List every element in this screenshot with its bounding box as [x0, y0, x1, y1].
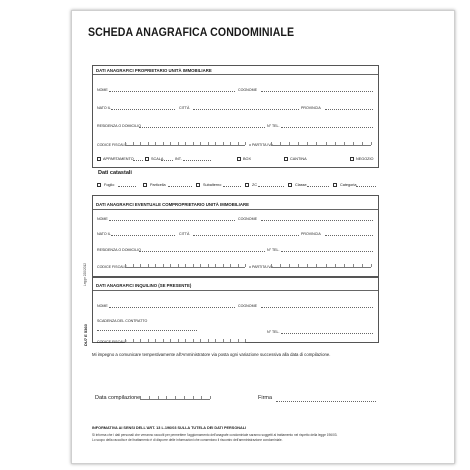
cadastral-subalterno-field[interactable] — [223, 186, 241, 187]
comb-tick — [210, 396, 211, 399]
tenant-cognome-label: COGNOME — [238, 304, 257, 308]
co-owner-section — [92, 195, 379, 277]
tenant-cognome-field[interactable] — [261, 307, 373, 308]
tenant-cf-label: CODICE FISCALE — [97, 340, 127, 344]
cadastral-subalterno-checkbox[interactable] — [196, 183, 200, 187]
comb-tick — [170, 339, 171, 342]
comb-tick — [298, 264, 299, 267]
owner-cognome-label: COGNOME — [238, 88, 257, 92]
comb-tick — [271, 142, 272, 145]
owner-tel-field[interactable] — [281, 127, 373, 128]
co-owner-nato-label: NATO IL — [97, 232, 111, 236]
unit-type-negozio-label: NEGOZIO — [356, 157, 374, 161]
tenant-nome-field[interactable] — [109, 307, 235, 308]
cadastral-foglio-checkbox[interactable] — [97, 183, 101, 187]
comb-tick — [245, 142, 246, 145]
comb-tick — [163, 142, 164, 145]
comb-tick — [215, 339, 216, 342]
co-owner-piva-field[interactable] — [271, 263, 371, 268]
comb-tick — [362, 142, 363, 145]
owner-nato-field[interactable] — [111, 109, 175, 110]
co-owner-header-rule — [93, 209, 378, 210]
comb-tick — [371, 264, 372, 267]
comb-tick — [335, 142, 336, 145]
brand-code: DU7 E 5360 — [83, 324, 88, 346]
comb-tick — [133, 339, 134, 342]
comb-tick — [289, 142, 290, 145]
comb-tick — [184, 396, 185, 399]
comb-tick — [307, 142, 308, 145]
comb-tick — [148, 142, 149, 145]
comb-tick — [163, 264, 164, 267]
cadastral-categoria-label: Categoria — [340, 183, 357, 187]
unit-type-box-label: BOX — [243, 157, 252, 161]
comb-tick — [335, 264, 336, 267]
comb-tick — [223, 339, 224, 342]
comb-tick — [326, 142, 327, 145]
unit-appartamento-field[interactable] — [133, 160, 143, 161]
comb-tick — [193, 339, 194, 342]
owner-section-header: DATI ANAGRAFICI PROPRIETARIO UNITÀ IMMOBILIARE — [96, 68, 212, 73]
owner-cognome-field[interactable] — [261, 91, 373, 92]
cadastral-particella-label: Particella — [150, 183, 166, 187]
unit-type-scala-checkbox[interactable] — [145, 157, 149, 161]
comb-tick — [133, 264, 134, 267]
owner-nato-label: NATO IL — [97, 106, 111, 110]
comb-tick — [185, 142, 186, 145]
comb-tick — [193, 264, 194, 267]
cadastral-classe-field[interactable] — [307, 186, 329, 187]
cadastral-zc-label: ZC — [252, 183, 258, 187]
comb-tick — [155, 142, 156, 145]
comb-tick — [200, 339, 201, 342]
comb-tick — [230, 264, 231, 267]
comb-tick — [133, 142, 134, 145]
owner-citta-field[interactable] — [193, 109, 299, 110]
co-owner-residenza-label: RESIDENZA O DOMICILIO — [97, 248, 141, 252]
comb-tick — [125, 264, 126, 267]
comb-tick — [238, 339, 239, 342]
comb-tick — [178, 264, 179, 267]
comb-tick — [289, 264, 290, 267]
comb-tick — [298, 142, 299, 145]
comb-tick — [140, 396, 141, 399]
comb-tick — [353, 142, 354, 145]
co-owner-provincia-label: PROVINCIA — [301, 232, 321, 236]
comb-tick — [170, 142, 171, 145]
co-owner-nome-label: NOME — [97, 217, 108, 221]
comb-tick — [155, 339, 156, 342]
comb-tick — [178, 142, 179, 145]
comb-tick — [238, 264, 239, 267]
comb-tick — [201, 396, 202, 399]
cadastral-foglio-label: Foglio — [104, 183, 115, 187]
comb-tick — [140, 264, 141, 267]
privacy-line-1: Si informa che i dati personali che verranno raccolti per permettere l'aggiornamento dell'anagrafe condominiale saranno soggetti al trattamento nel rispetto della legge 196/03. — [92, 433, 338, 437]
cadastral-classe-checkbox[interactable] — [288, 183, 292, 187]
owner-piva-label: o PARTITA IVA — [249, 143, 273, 147]
comb-tick — [178, 339, 179, 342]
co-owner-nato-field[interactable] — [111, 235, 175, 236]
date-field[interactable] — [140, 395, 210, 400]
cadastral-particella-checkbox[interactable] — [143, 183, 147, 187]
cadastral-foglio-field[interactable] — [118, 186, 136, 187]
owner-provincia-field[interactable] — [325, 109, 373, 110]
comb-tick — [175, 396, 176, 399]
comb-tick — [125, 142, 126, 145]
cadastral-classe-label: Classe — [295, 183, 307, 187]
tenant-scadenza-field[interactable] — [97, 330, 197, 331]
comb-tick — [200, 264, 201, 267]
unit-type-scala-label: SCALA — [151, 157, 164, 161]
comb-tick — [148, 339, 149, 342]
comb-tick — [362, 264, 363, 267]
co-owner-tel-field[interactable] — [281, 251, 373, 252]
unit-type-negozio-checkbox[interactable] — [350, 157, 354, 161]
owner-provincia-label: PROVINCIA — [301, 106, 321, 110]
comb-tick — [230, 142, 231, 145]
cadastral-header: Dati catastali — [98, 170, 132, 176]
owner-nome-label: NOME — [97, 88, 108, 92]
owner-header-rule — [93, 74, 378, 75]
tenant-header-rule — [93, 290, 378, 291]
comb-tick — [215, 142, 216, 145]
comb-tick — [223, 142, 224, 145]
form-title: SCHEDA ANAGRAFICA CONDOMINIALE — [88, 27, 295, 39]
comb-tick — [344, 142, 345, 145]
owner-residenza-field[interactable] — [139, 127, 265, 128]
tenant-tel-label: N° TEL. — [267, 330, 280, 334]
comb-tick — [316, 264, 317, 267]
comb-tick — [238, 142, 239, 145]
unit-type-box-checkbox[interactable] — [237, 157, 241, 161]
co-owner-cf-label: CODICE FISCALE — [97, 265, 127, 269]
comb-tick — [223, 264, 224, 267]
co-owner-cognome-field[interactable] — [261, 220, 373, 221]
co-owner-tel-label: N° TEL. — [267, 248, 280, 252]
cadastral-zc-checkbox[interactable] — [245, 183, 249, 187]
owner-section — [92, 65, 379, 168]
owner-nome-field[interactable] — [109, 91, 235, 92]
co-owner-citta-label: CITTÀ — [179, 232, 190, 236]
cadastral-categoria-field[interactable] — [356, 186, 376, 187]
cadastral-subalterno-label: Subalterno — [203, 183, 222, 187]
owner-piva-field[interactable] — [271, 141, 371, 146]
owner-tel-label: N° TEL. — [267, 124, 280, 128]
co-owner-citta-field[interactable] — [193, 235, 299, 236]
comb-tick — [280, 142, 281, 145]
comb-tick — [166, 396, 167, 399]
comb-tick — [200, 142, 201, 145]
comb-tick — [316, 142, 317, 145]
tenant-section — [92, 277, 379, 343]
comb-tick — [155, 264, 156, 267]
comb-tick — [307, 264, 308, 267]
tenant-section-header: DATI ANAGRAFICI INQUILINO (SE PRESENTE) — [96, 283, 192, 288]
comb-tick — [185, 264, 186, 267]
co-owner-nome-field[interactable] — [109, 220, 235, 221]
co-owner-cf-field[interactable] — [125, 263, 245, 268]
owner-cf-field[interactable] — [125, 141, 245, 146]
comb-tick — [245, 264, 246, 267]
comb-tick — [140, 339, 141, 342]
co-owner-piva-label: o PARTITA IVA — [249, 265, 273, 269]
unit-type-appartamento-label: APPARTAMENTO — [103, 157, 134, 161]
co-owner-provincia-field[interactable] — [325, 235, 373, 236]
tenant-nome-label: NOME — [97, 304, 108, 308]
owner-residenza-label: RESIDENZA O DOMICILIO — [97, 124, 141, 128]
comb-tick — [230, 339, 231, 342]
date-label: Data compilazione — [95, 395, 141, 401]
comb-tick — [208, 339, 209, 342]
co-owner-cognome-label: COGNOME — [238, 217, 257, 221]
comb-tick — [148, 264, 149, 267]
signature-label: Firma — [258, 395, 273, 401]
cadastral-categoria-checkbox[interactable] — [333, 183, 337, 187]
side-code: Legge 220/2012 — [83, 262, 87, 286]
owner-citta-label: CITTÀ — [179, 106, 190, 110]
owner-cf-label: CODICE FISCALE — [97, 143, 127, 147]
comb-tick — [271, 264, 272, 267]
privacy-header: INFORMATIVA AI SENSI DELL'ART. 13 L.196/03 SULLA TUTELA DEI DATI PERSONALI — [92, 426, 247, 430]
co-owner-residenza-field[interactable] — [139, 251, 265, 252]
cadastral-zc-field[interactable] — [258, 186, 284, 187]
unit-type-appartamento-checkbox[interactable] — [97, 157, 101, 161]
comb-tick — [185, 339, 186, 342]
unit-type-cantina-label: CANTINA — [290, 157, 307, 161]
tenant-cf-field[interactable] — [125, 338, 245, 343]
privacy-line-2: Lo scopo della raccolta e del trattamento è di disporre delle informazioni che consentono il riscontro dell'amministrazione condominiale. — [92, 438, 283, 442]
comb-tick — [140, 142, 141, 145]
unit-type-int-label: INT. — [175, 157, 182, 161]
comb-tick — [158, 396, 159, 399]
tenant-tel-field[interactable] — [281, 333, 373, 334]
comb-tick — [245, 339, 246, 342]
comb-tick — [344, 264, 345, 267]
signature-field[interactable] — [276, 401, 376, 402]
commitment-note: Mi impegno a comunicare tempestivamente all'Amministratore via posta ogni variazione successiva alla data di compilazione. — [92, 352, 331, 357]
comb-tick — [208, 264, 209, 267]
unit-type-cantina-checkbox[interactable] — [284, 157, 288, 161]
comb-tick — [280, 264, 281, 267]
comb-tick — [353, 264, 354, 267]
comb-tick — [149, 396, 150, 399]
tenant-scadenza-label: SCADENZA DEL CONTRATTO — [97, 319, 148, 323]
comb-tick — [371, 142, 372, 145]
comb-tick — [193, 142, 194, 145]
cadastral-particella-field[interactable] — [168, 186, 192, 187]
unit-int-field[interactable] — [183, 160, 211, 161]
comb-tick — [208, 142, 209, 145]
comb-tick — [170, 264, 171, 267]
unit-scala-field[interactable] — [161, 160, 173, 161]
comb-tick — [215, 264, 216, 267]
comb-tick — [193, 396, 194, 399]
comb-tick — [326, 264, 327, 267]
comb-tick — [125, 339, 126, 342]
co-owner-section-header: DATI ANAGRAFICI EVENTUALE COMPROPRIETARIO UNITÀ IMMOBILIARE — [96, 202, 249, 207]
comb-tick — [163, 339, 164, 342]
